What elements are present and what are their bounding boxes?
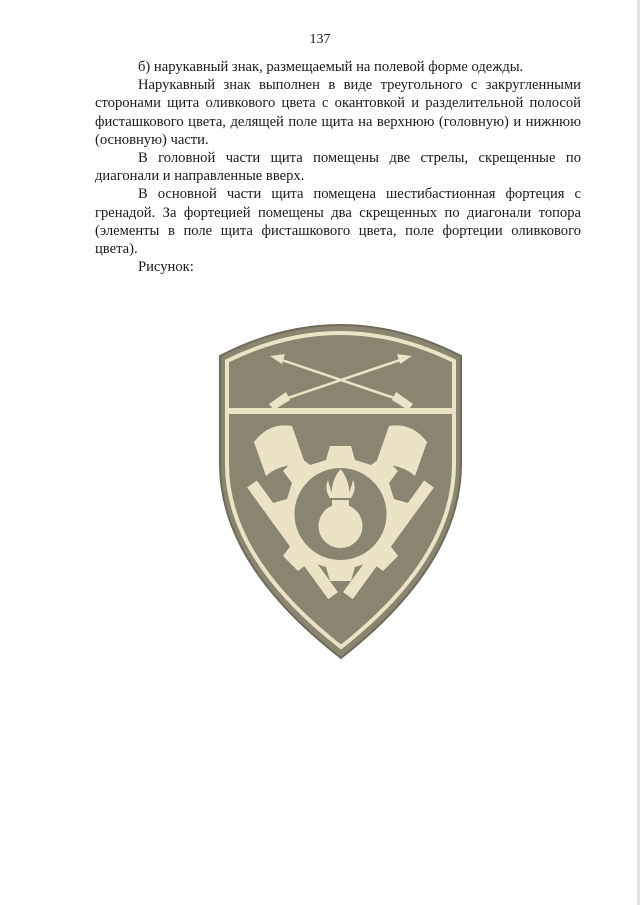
paragraph-intro: б) нарукавный знак, размещаемый на полевой форме одежды. — [138, 59, 524, 75]
body-text — [95, 58, 581, 276]
paragraph-figure-label: Рисунок: — [138, 259, 194, 276]
paragraph-head-part: В головной части щита помещены две стрелы, скрещенные по диагонали и направленные вверх. — [95, 150, 581, 185]
paragraph-main-part: В основной части щита помещена шестибастионная фортеция с гренадой. За фортецией помещены два скрещенных по диагонали топора (элементы в поле щита фисташкового цвета, поле фортеции оливкового цвета). — [95, 186, 581, 258]
shield-patch-icon — [214, 314, 467, 660]
page-number: 137 — [309, 32, 331, 47]
paragraph-shield-description: Нарукавный знак выполнен в виде треугольного с закругленными сторонами щита оливкового цвета с окантовкой и разделительной полосой фисташкового цвета, делящей поле щита на верхнюю (головную) и нижнюю (основную) части. — [95, 77, 581, 148]
shield-divider — [227, 408, 454, 414]
